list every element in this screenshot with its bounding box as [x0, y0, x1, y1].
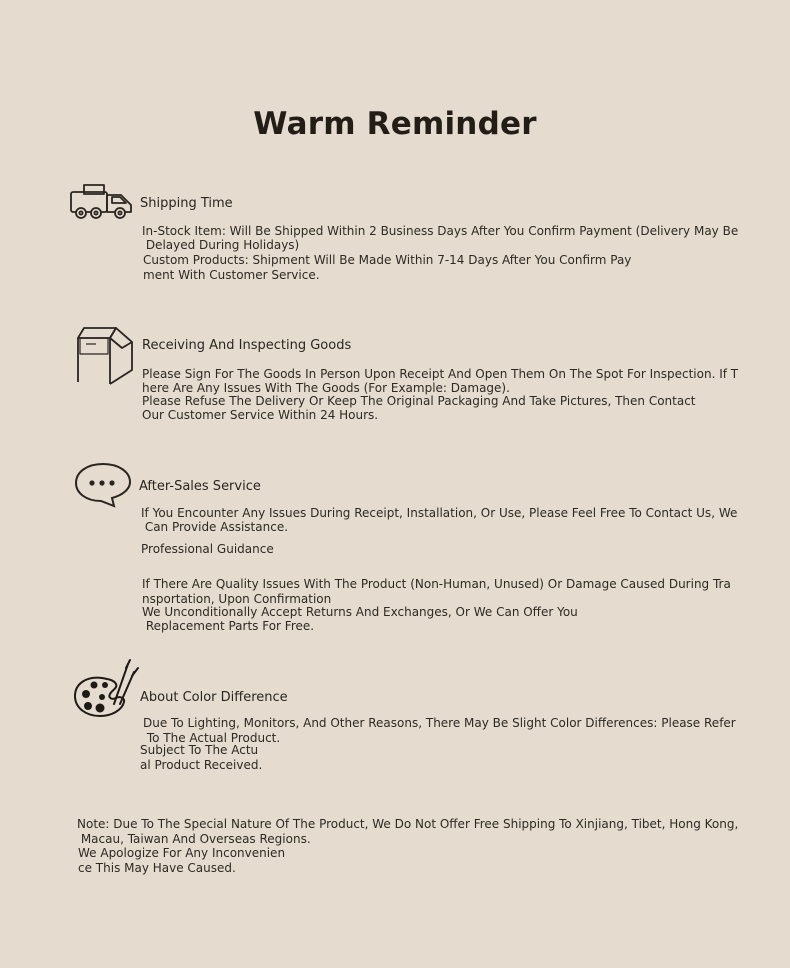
paint-palette-icon [72, 658, 140, 720]
note-line-4: ce This May Have Caused. [78, 861, 236, 875]
color-line-3: Subject To The Actu [140, 743, 259, 757]
after-sales-line-6: We Unconditionally Accept Returns And Exchanges, Or We Can Offer You [142, 605, 578, 619]
after-sales-line-7: Replacement Parts For Free. [142, 619, 315, 633]
color-line-4: al Product Received. [140, 758, 263, 772]
after-sales-line-1: If You Encounter Any Issues During Receipt, Installation, Or Use, Please Feel Free To Contact Us, We [141, 506, 738, 520]
section-heading-color-difference: About Color Difference [140, 690, 288, 705]
after-sales-line-5: nsportation, Upon Confirmation [142, 592, 332, 606]
shipping-line-1: In-Stock Item: Will Be Shipped Within 2 Business Days After You Confirm Payment (Delivery May Be [142, 224, 739, 238]
shipping-line-3: Custom Products: Shipment Will Be Made Within 7-14 Days After You Confirm Pay [143, 253, 632, 267]
page-title: Warm Reminder [253, 106, 537, 142]
after-sales-line-4: If There Are Quality Issues With The Product (Non-Human, Unused) Or Damage Caused During Tra [142, 577, 731, 591]
receiving-line-3: Please Refuse The Delivery Or Keep The Original Packaging And Take Pictures, Then Contact [142, 394, 696, 408]
color-line-2: To The Actual Product. [143, 731, 281, 745]
receiving-line-2: here Are Any Issues With The Goods (For Example: Damage). [142, 381, 510, 395]
after-sales-line-2: Can Provide Assistance. [141, 520, 289, 534]
section-heading-shipping-time: Shipping Time [140, 196, 233, 211]
note-line-1: Note: Due To The Special Nature Of The Product, We Do Not Offer Free Shipping To Xinjiang, Tibet, Hong Kong, [77, 817, 739, 831]
section-heading-after-sales: After-Sales Service [139, 479, 261, 494]
chat-bubble-icon [74, 462, 132, 508]
box-icon [74, 324, 136, 386]
note-line-2: Macau, Taiwan And Overseas Regions. [77, 832, 311, 846]
section-heading-receiving: Receiving And Inspecting Goods [142, 338, 352, 353]
after-sales-line-3: Professional Guidance [141, 542, 274, 556]
note-line-3: We Apologize For Any Inconvenien [78, 846, 286, 860]
shipping-line-4: ment With Customer Service. [143, 268, 320, 282]
receiving-line-4: Our Customer Service Within 24 Hours. [142, 408, 379, 422]
color-line-1: Due To Lighting, Monitors, And Other Reasons, There May Be Slight Color Differences: Please Refer [143, 716, 736, 730]
truck-icon [68, 182, 134, 222]
receiving-line-1: Please Sign For The Goods In Person Upon Receipt And Open Them On The Spot For Inspection. If T [142, 367, 739, 381]
shipping-line-2: Delayed During Holidays) [142, 238, 300, 252]
